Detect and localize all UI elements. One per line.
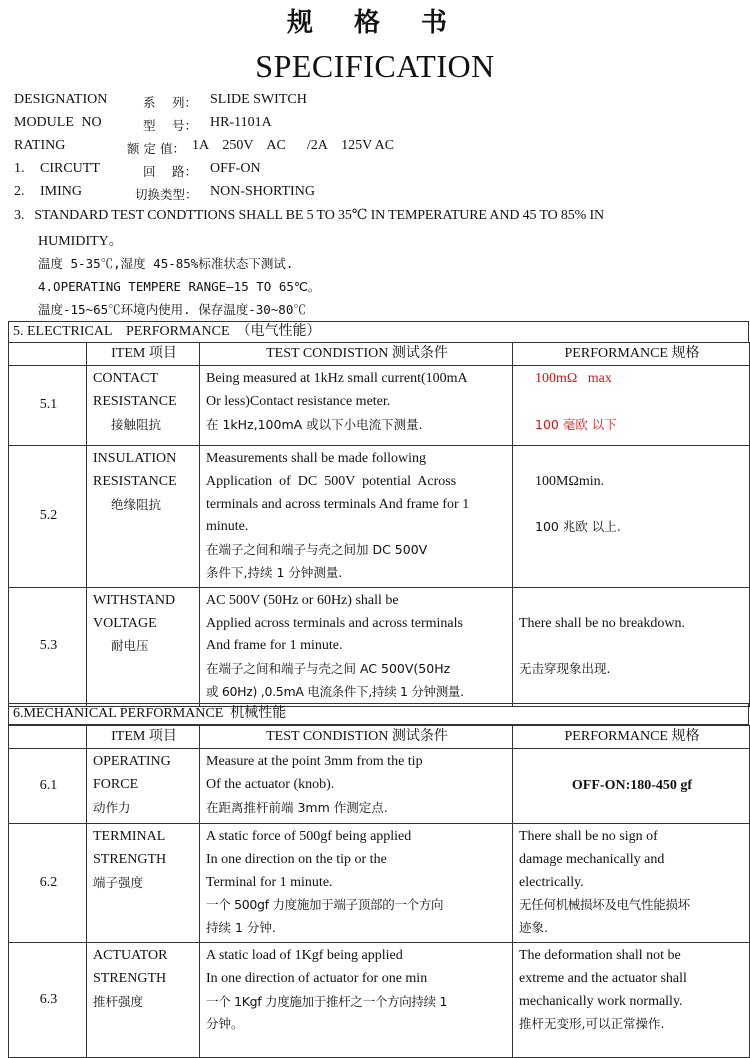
item-line: TERMINAL [93,829,166,844]
performance-line: 100 毫欧 以下 [535,416,617,432]
circuit-label: CIRCUTT [40,161,100,176]
test-line: 在端子之间和端子与壳之间 AC 500V(50Hz [206,661,451,677]
timing-value: NON-SHORTING [210,184,315,199]
performance-line: 推杆无变形,可以正常操作. [519,1016,665,1032]
test-line: 在 1kHz,100mA 或以下小电流下测量. [206,416,423,432]
test-line: 分钟。 [206,1016,244,1032]
circuit-num: 1. [14,161,25,176]
col-test-header: TEST CONDISTION 测试条件 [200,343,513,366]
item-line: ACTUATOR [93,947,168,963]
col-performance-header: PERFORMANCE 规格 [513,726,750,749]
test-line: Application of DC 500V potential Across [206,473,457,489]
col-item-header: ITEM 项目 [87,726,200,749]
rating-cn-label: 额 定 值： [127,141,185,156]
performance-line [535,391,745,414]
circuit-cn-label: 回 路： [143,164,197,179]
test-line: Or less)Contact resistance meter. [206,393,391,409]
row-number: 6.1 [9,749,87,824]
test-line: 在距离推杆前端 3mm 作测定点. [206,799,388,815]
test-cell [200,824,513,943]
electrical-header-row [9,343,750,366]
test-line: AC 500V (50Hz or 60Hz) shall be [206,592,399,608]
test-line: minute. [206,519,249,535]
performance-cell [513,446,750,588]
test-line: 在端子之间和端子与壳之间加 DC 500V [206,542,428,558]
performance-line: 100MΩmin. [535,473,605,489]
test-line: 持续 1 分钟. [206,920,276,936]
test-line: Terminal for 1 minute. [206,874,333,890]
test-line: Measurements shall be made following [206,451,427,466]
test-line: 一个 1Kgf 力度施加于推杆之一个方向持续 1 [206,993,448,1009]
electrical-section-heading: 5. ELECTRICAL PERFORMANCE （电气性能） [8,321,749,343]
item-cell [87,749,200,824]
performance-line: 迹象. [519,920,548,936]
designation-cn-label: 系 列： [143,95,197,110]
performance-line [535,448,745,471]
performance-cell: OFF-ON:180-450 gf [513,749,750,824]
test-line: 一个 500gf 力度施加于端子顶部的一个方向 [206,897,444,913]
row-number: 5.3 [9,587,87,706]
timing-label: IMING [40,184,82,199]
performance-cell [513,824,750,943]
performance-cell [513,587,750,706]
mechanical-header-row [9,726,750,749]
row-number: 5.1 [9,366,87,446]
test-line: Of the actuator (knob). [206,776,335,792]
performance-line: mechanically work normally. [519,993,683,1009]
item-line: RESISTANCE [93,473,177,489]
test-line: 条件下,持续 1 分钟测量. [206,564,343,580]
item-cell [87,587,200,706]
test-line: terminals and across terminals And frame for 1 [206,496,470,512]
title-chinese: 规 格 书 [286,8,464,38]
rating-value: 1A 250V AC /2A 125V AC [192,138,395,153]
performance-line [519,590,745,613]
col-test-header: TEST CONDISTION 测试条件 [200,726,513,749]
row-number: 6.3 [9,942,87,1057]
performance-line: The deformation shall not be [519,947,681,963]
module-value: HR-1101A [210,115,272,130]
module-label: MODULE NO [14,115,102,130]
designation-value: SLIDE SWITCH [210,92,307,107]
standard-conditions-cn: 温度 5-35℃,湿度 45-85%标准状态下测试. [38,256,294,271]
module-cn-label: 型 号： [143,118,197,133]
col-item-header: ITEM 项目 [87,343,200,366]
table-row [9,446,750,588]
table-row [9,824,750,943]
performance-cell [513,366,750,446]
test-line: A static load of 1Kgf being applied [206,947,403,963]
timing-num: 2. [14,184,25,199]
item-line: VOLTAGE [93,615,157,631]
item-line: 耐电压 [111,638,149,654]
item-cell [87,942,200,1057]
item-line: RESISTANCE [93,393,177,409]
item-line: OPERATING [93,754,171,769]
item-line: 端子强度 [93,874,144,890]
performance-cell [513,942,750,1057]
item-line: 绝缘阻抗 [111,496,162,512]
test-cell [200,587,513,706]
item-line: 动作力 [93,799,131,815]
operating-temperature: 4.OPERATING TEMPERE RANGE—15 TO 65℃。 [38,279,321,294]
electrical-table [8,342,750,707]
test-cell [200,366,513,446]
col-performance-header: PERFORMANCE 规格 [513,343,750,366]
performance-line: 100 兆欧 以上. [535,519,621,535]
item-line: CONTACT [93,371,158,386]
performance-line: There shall be no sign of [519,829,658,844]
item-line: WITHSTAND [93,592,176,608]
mechanical-section-heading: 6.MECHANICAL PERFORMANCE 机械性能 [8,703,749,725]
performance-line: 无任何机械损坏及电气性能损坏 [519,897,690,913]
table-row [9,942,750,1057]
item-line: FORCE [93,776,139,792]
test-cell [200,749,513,824]
performance-line [535,494,745,517]
circuit-value: OFF-ON [210,161,261,176]
row-number: 5.2 [9,446,87,588]
test-cell [200,942,513,1057]
item-line: 接触阻抗 [111,416,162,432]
standard-conditions-line2: HUMIDITY。 [38,234,123,249]
storage-temperature: 温度-15~65℃环境内使用. 保存温度-30~80℃ [38,302,306,317]
test-line: Being measured at 1kHz small current(100mA [206,371,468,386]
performance-line: electrically. [519,874,584,890]
test-line: A static force of 500gf being applied [206,829,412,844]
item-line: STRENGTH [93,851,167,867]
title-english: SPECIFICATION [255,48,495,84]
timing-cn-label: 切换类型： [135,187,198,202]
item-line: 推杆强度 [93,993,144,1009]
item-cell [87,824,200,943]
rating-label: RATING [14,138,66,153]
row-number: 6.2 [9,824,87,943]
performance-line: 无击穿现象出现. [519,661,611,677]
test-line: In one direction on the tip or the [206,851,387,867]
test-line: Applied across terminals and across terminals [206,615,463,631]
standard-conditions-line1: 3. STANDARD TEST CONDTTIONS SHALL BE 5 TO 35℃ IN TEMPERATURE AND 45 TO 85% IN [14,208,604,223]
table-row [9,749,750,824]
test-cell [200,446,513,588]
performance-line: 100mΩ max [535,371,612,386]
performance-line: There shall be no breakdown. [519,615,685,631]
item-line: STRENGTH [93,970,167,986]
test-line: In one direction of actuator for one min [206,970,428,986]
designation-label: DESIGNATION [14,92,108,107]
table-row [9,366,750,446]
mechanical-table [8,725,750,1058]
item-cell [87,366,200,446]
performance-line: damage mechanically and [519,851,665,867]
table-row [9,587,750,706]
performance-line: extreme and the actuator shall [519,970,687,986]
test-line: And frame for 1 minute. [206,638,343,654]
performance-line [519,635,745,658]
item-line: INSULATION [93,451,177,466]
test-line: 或 60Hz) ,0.5mA 电流条件下,持续 1 分钟测量. [206,683,464,699]
item-cell [87,446,200,588]
test-line: Measure at the point 3mm from the tip [206,754,423,769]
